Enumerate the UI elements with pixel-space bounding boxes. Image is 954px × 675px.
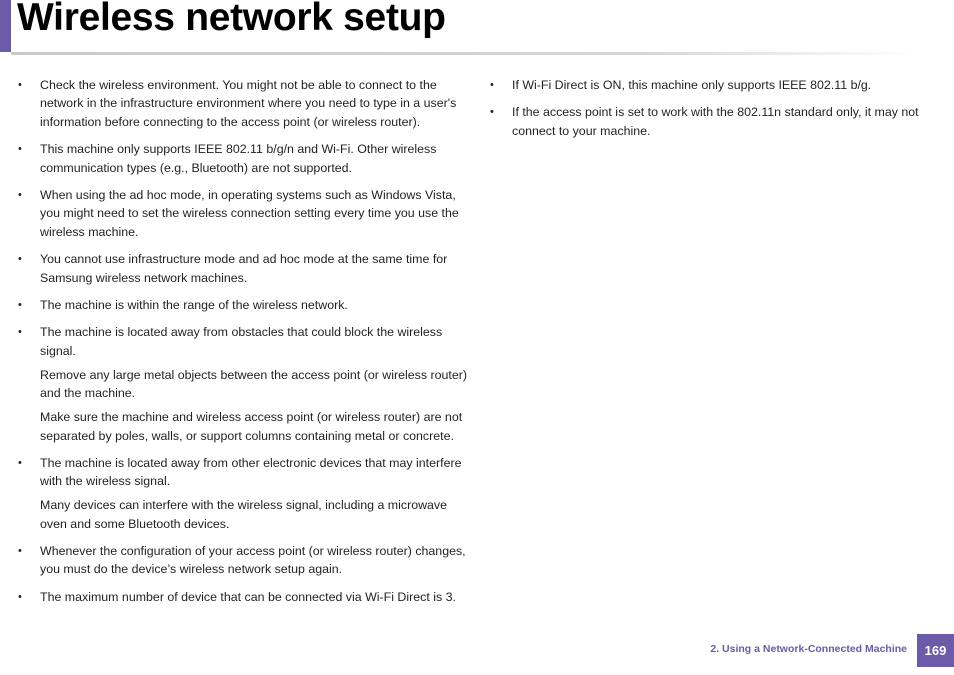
list-item [18,323,470,444]
bullet-marker: • [18,326,22,339]
list-item [18,76,470,131]
bullet-text: The machine is within the range of the wireless network. [40,298,348,313]
bullet-text: The maximum number of device that can be connected via Wi-Fi Direct is 3. [40,589,456,604]
bullet-text: This machine only supports IEEE 802.11 b/g/n and Wi-Fi. Other wireless communication types (e.g., Bluetooth) are not supported. [40,142,437,175]
bullet-marker: • [490,79,494,91]
bullet-marker: • [18,79,22,91]
bullet-text: When using the ad hoc mode, in operating systems such as Windows Vista, you might need to set the wireless connection setting every time you use the wireless machine. [40,188,459,239]
footer-chapter-label: 2. Using a Network-Connected Machine [710,643,907,655]
right-column-bullet-list [490,76,940,149]
bullet-marker: • [18,590,22,603]
list-item [18,454,470,533]
list-item [18,296,470,314]
bullet-marker: • [18,545,22,558]
left-column-bullet-list [18,76,470,615]
title-divider [11,52,916,55]
bullet-text: Whenever the configuration of your access point (or wireless router) changes, you must do the device’s wireless network setup again. [40,544,466,577]
list-item [490,103,940,140]
bullet-subtext: Remove any large metal objects between the access point (or wireless router) and the machine. [40,367,467,401]
bullet-marker: • [18,189,22,202]
bullet-text: Check the wireless environment. You might not be able to connect to the network in the infrastructure environment where you need to type in a user's information before connecting to the access point (or wireless router). [40,78,457,129]
title-accent-bar [0,0,11,52]
page-number-badge: 169 [917,634,954,667]
list-item [18,542,470,579]
bullet-marker: • [18,299,22,312]
list-item [18,186,470,241]
bullet-text: You cannot use infrastructure mode and ad hoc mode at the same time for Samsung wireless network machines. [40,252,448,285]
list-item [18,140,470,177]
bullet-text: The machine is located away from other electronic devices that may interfere with the wireless signal. [40,455,462,489]
bullet-text: If Wi-Fi Direct is ON, this machine only supports IEEE 802.11 b/g. [512,78,872,92]
bullet-marker: • [18,143,22,156]
bullet-subtext: Many devices can interfere with the wireless signal, including a microwave oven and some Bluetooth devices. [40,498,448,531]
list-item [490,76,940,94]
list-item [18,250,470,287]
bullet-subtext: Make sure the machine and wireless access point (or wireless router) are not separated by poles, walls, or support columns containing metal or concrete. [40,410,463,443]
bullet-text: If the access point is set to work with the 802.11n standard only, it may not connect to your machine. [512,105,919,138]
bullet-marker: • [18,253,22,266]
bullet-marker: • [490,106,494,119]
list-item [18,588,470,606]
page-title: Wireless network setup [17,0,446,39]
bullet-text: The machine is located away from obstacles that could block the wireless signal. [40,325,443,358]
bullet-marker: • [18,456,22,469]
